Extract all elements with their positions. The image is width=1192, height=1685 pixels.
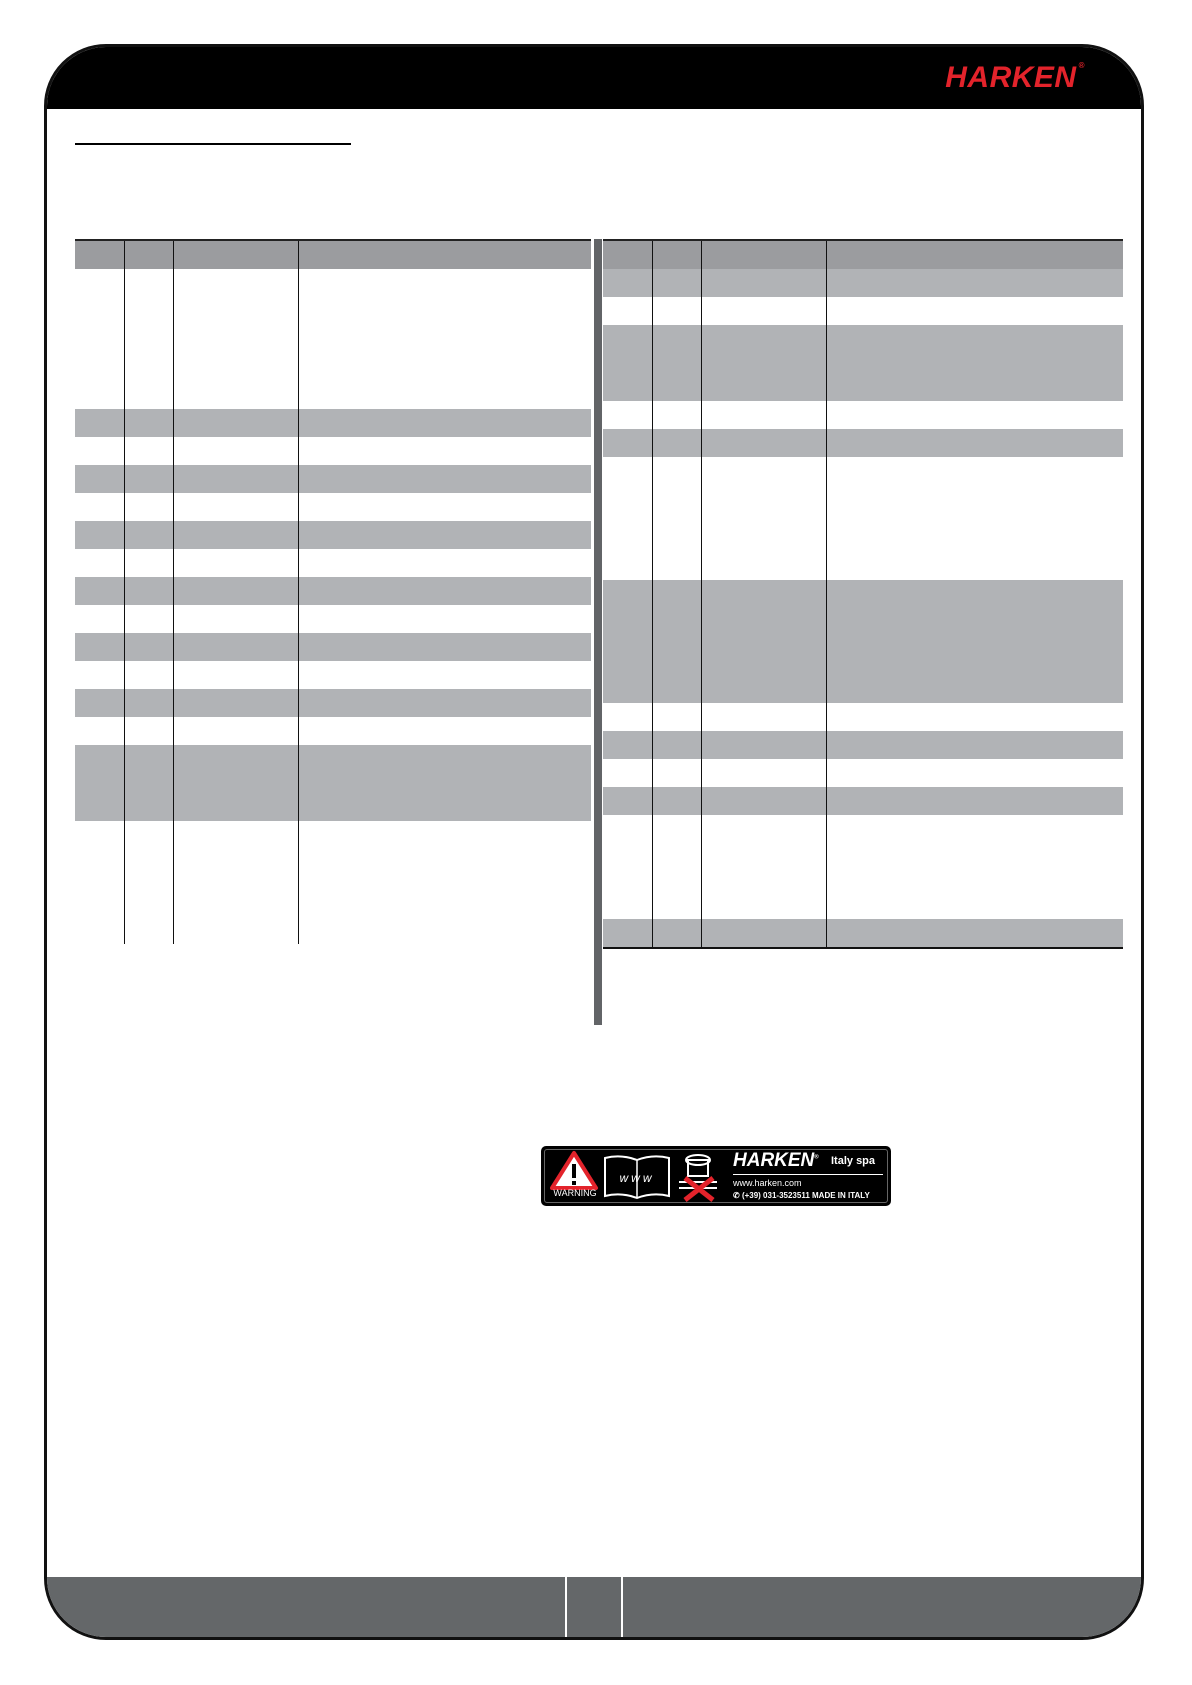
table-cell: [124, 577, 173, 605]
label-divider: [733, 1174, 883, 1175]
table-cell: [173, 605, 298, 633]
table-cell: [124, 821, 173, 944]
table-row: [603, 429, 1123, 457]
table-cell: [75, 821, 124, 944]
manual-book-icon: [603, 1152, 671, 1200]
table-cell: [75, 577, 124, 605]
table-cell: [701, 731, 826, 759]
footer-bar: [47, 1577, 1141, 1637]
table-cell: [826, 703, 1123, 731]
table-row: [75, 717, 591, 745]
header-bar: [47, 47, 1141, 109]
table-cell: [652, 703, 701, 731]
table-cell: [701, 429, 826, 457]
table-cell: [652, 815, 701, 919]
table-cell: [603, 457, 652, 580]
table-row: [603, 580, 1123, 703]
table-header-row: [603, 240, 1123, 269]
table-cell: [173, 521, 298, 549]
table-cell: [826, 297, 1123, 325]
table-cell: [652, 457, 701, 580]
table-cell: [826, 240, 1123, 269]
table-row: [75, 493, 591, 521]
table-cell: [75, 633, 124, 661]
table-cell: [173, 549, 298, 577]
table-cell: [603, 580, 652, 703]
table-row: [75, 549, 591, 577]
table-cell: [173, 717, 298, 745]
table-row: [75, 605, 591, 633]
table-cell: [701, 759, 826, 787]
table-cell: [75, 549, 124, 577]
table-cell: [124, 240, 173, 269]
table-cell: [124, 717, 173, 745]
table-cell: [298, 409, 591, 437]
table-cell: [298, 821, 591, 944]
table-row: [603, 919, 1123, 948]
table-cell: [173, 465, 298, 493]
table-cell: [826, 457, 1123, 580]
label-website: www.harken.com: [733, 1178, 802, 1188]
table-cell: [173, 240, 298, 269]
label-brand: HARKEN®: [733, 1150, 819, 1171]
table-cell: [652, 297, 701, 325]
page-number-box: [565, 1577, 623, 1637]
table-cell: [603, 297, 652, 325]
table-cell: [298, 661, 591, 689]
table-cell: [173, 821, 298, 944]
table-cell: [603, 269, 652, 297]
table-cell: [173, 269, 298, 409]
table-cell: [701, 815, 826, 919]
table-cell: [603, 401, 652, 429]
table-cell: [75, 465, 124, 493]
table-row: [75, 269, 591, 409]
table-cell: [298, 549, 591, 577]
table-cell: [603, 703, 652, 731]
table-cell: [603, 787, 652, 815]
table-row: [603, 759, 1123, 787]
table-cell: [124, 493, 173, 521]
table-cell: [826, 731, 1123, 759]
spec-table-right: [603, 239, 1123, 949]
spec-table-left: [75, 239, 591, 944]
table-cell: [124, 605, 173, 633]
table-row: [75, 465, 591, 493]
table-cell: [298, 689, 591, 717]
table-cell: [75, 717, 124, 745]
table-cell: [701, 325, 826, 401]
table-cell: [701, 580, 826, 703]
table-row: [603, 731, 1123, 759]
table-cell: [173, 689, 298, 717]
table-cell: [124, 269, 173, 409]
table-cell: [652, 787, 701, 815]
table-cell: [75, 689, 124, 717]
table-cell: [652, 325, 701, 401]
table-cell: [298, 437, 591, 465]
table-row: [603, 297, 1123, 325]
table-cell: [173, 745, 298, 821]
table-cell: [298, 465, 591, 493]
table-row: [75, 689, 591, 717]
table-cell: [652, 580, 701, 703]
table-cell: [701, 297, 826, 325]
table-cell: [826, 759, 1123, 787]
table-cell: [603, 815, 652, 919]
label-phone: ✆ (+39) 031-3523511 MADE IN ITALY: [733, 1191, 870, 1200]
table-row: [603, 787, 1123, 815]
table-cell: [298, 633, 591, 661]
table-row: [75, 633, 591, 661]
table-cell: [298, 717, 591, 745]
table-row: [75, 521, 591, 549]
table-row: [603, 401, 1123, 429]
table-separator: [594, 239, 602, 1025]
table-cell: [826, 325, 1123, 401]
table-row: [603, 325, 1123, 401]
table-cell: [75, 240, 124, 269]
table-cell: [298, 269, 591, 409]
table-cell: [75, 409, 124, 437]
table-cell: [603, 731, 652, 759]
table-row: [603, 815, 1123, 919]
table-cell: [75, 521, 124, 549]
table-cell: [701, 240, 826, 269]
table-header-row: [75, 240, 591, 269]
table-cell: [75, 269, 124, 409]
warning-text: WARNING: [553, 1188, 597, 1198]
table-row: [75, 437, 591, 465]
label-subtitle: Italy spa: [831, 1155, 876, 1167]
table-cell: [298, 577, 591, 605]
table-cell: [701, 919, 826, 948]
table-cell: [603, 429, 652, 457]
table-cell: [826, 401, 1123, 429]
table-cell: [652, 240, 701, 269]
table-cell: [652, 759, 701, 787]
table-cell: [75, 745, 124, 821]
table-row: [75, 409, 591, 437]
table-cell: [603, 759, 652, 787]
table-cell: [124, 633, 173, 661]
table-cell: [298, 745, 591, 821]
table-cell: [124, 745, 173, 821]
no-winch-icon: [675, 1150, 721, 1202]
table-cell: [173, 661, 298, 689]
table-cell: [652, 429, 701, 457]
table-cell: [701, 401, 826, 429]
table-cell: [124, 521, 173, 549]
table-cell: [124, 437, 173, 465]
table-cell: [652, 401, 701, 429]
table-cell: [652, 919, 701, 948]
table-cell: [652, 269, 701, 297]
table-cell: [826, 919, 1123, 948]
table-cell: [173, 437, 298, 465]
table-row: [75, 577, 591, 605]
table-cell: [75, 605, 124, 633]
table-row: [75, 661, 591, 689]
table-row: [603, 703, 1123, 731]
table-cell: [603, 325, 652, 401]
table-cell: [701, 269, 826, 297]
table-cell: [298, 521, 591, 549]
table-cell: [826, 815, 1123, 919]
table-cell: [826, 787, 1123, 815]
table-cell: [173, 493, 298, 521]
table-cell: [603, 919, 652, 948]
page-frame: [44, 44, 1144, 1640]
table-cell: [124, 549, 173, 577]
table-row: [75, 745, 591, 821]
product-label: [541, 1146, 891, 1206]
table-row: [75, 821, 591, 944]
table-cell: [701, 787, 826, 815]
table-cell: [826, 429, 1123, 457]
table-cell: [298, 240, 591, 269]
table-cell: [124, 661, 173, 689]
table-cell: [298, 605, 591, 633]
table-cell: [603, 240, 652, 269]
table-cell: [826, 269, 1123, 297]
table-row: [603, 269, 1123, 297]
table-cell: [75, 437, 124, 465]
title-underline: [75, 143, 351, 145]
table-cell: [124, 409, 173, 437]
table-cell: [173, 409, 298, 437]
table-cell: [124, 465, 173, 493]
book-text: www: [619, 1171, 655, 1185]
harken-logo: HARKEN ®: [945, 61, 1085, 94]
table-cell: [173, 577, 298, 605]
table-cell: [124, 689, 173, 717]
table-cell: [701, 703, 826, 731]
table-cell: [701, 457, 826, 580]
table-cell: [826, 580, 1123, 703]
table-cell: [75, 493, 124, 521]
table-cell: [75, 661, 124, 689]
table-row: [603, 457, 1123, 580]
table-cell: [652, 731, 701, 759]
table-cell: [173, 633, 298, 661]
table-cell: [298, 493, 591, 521]
